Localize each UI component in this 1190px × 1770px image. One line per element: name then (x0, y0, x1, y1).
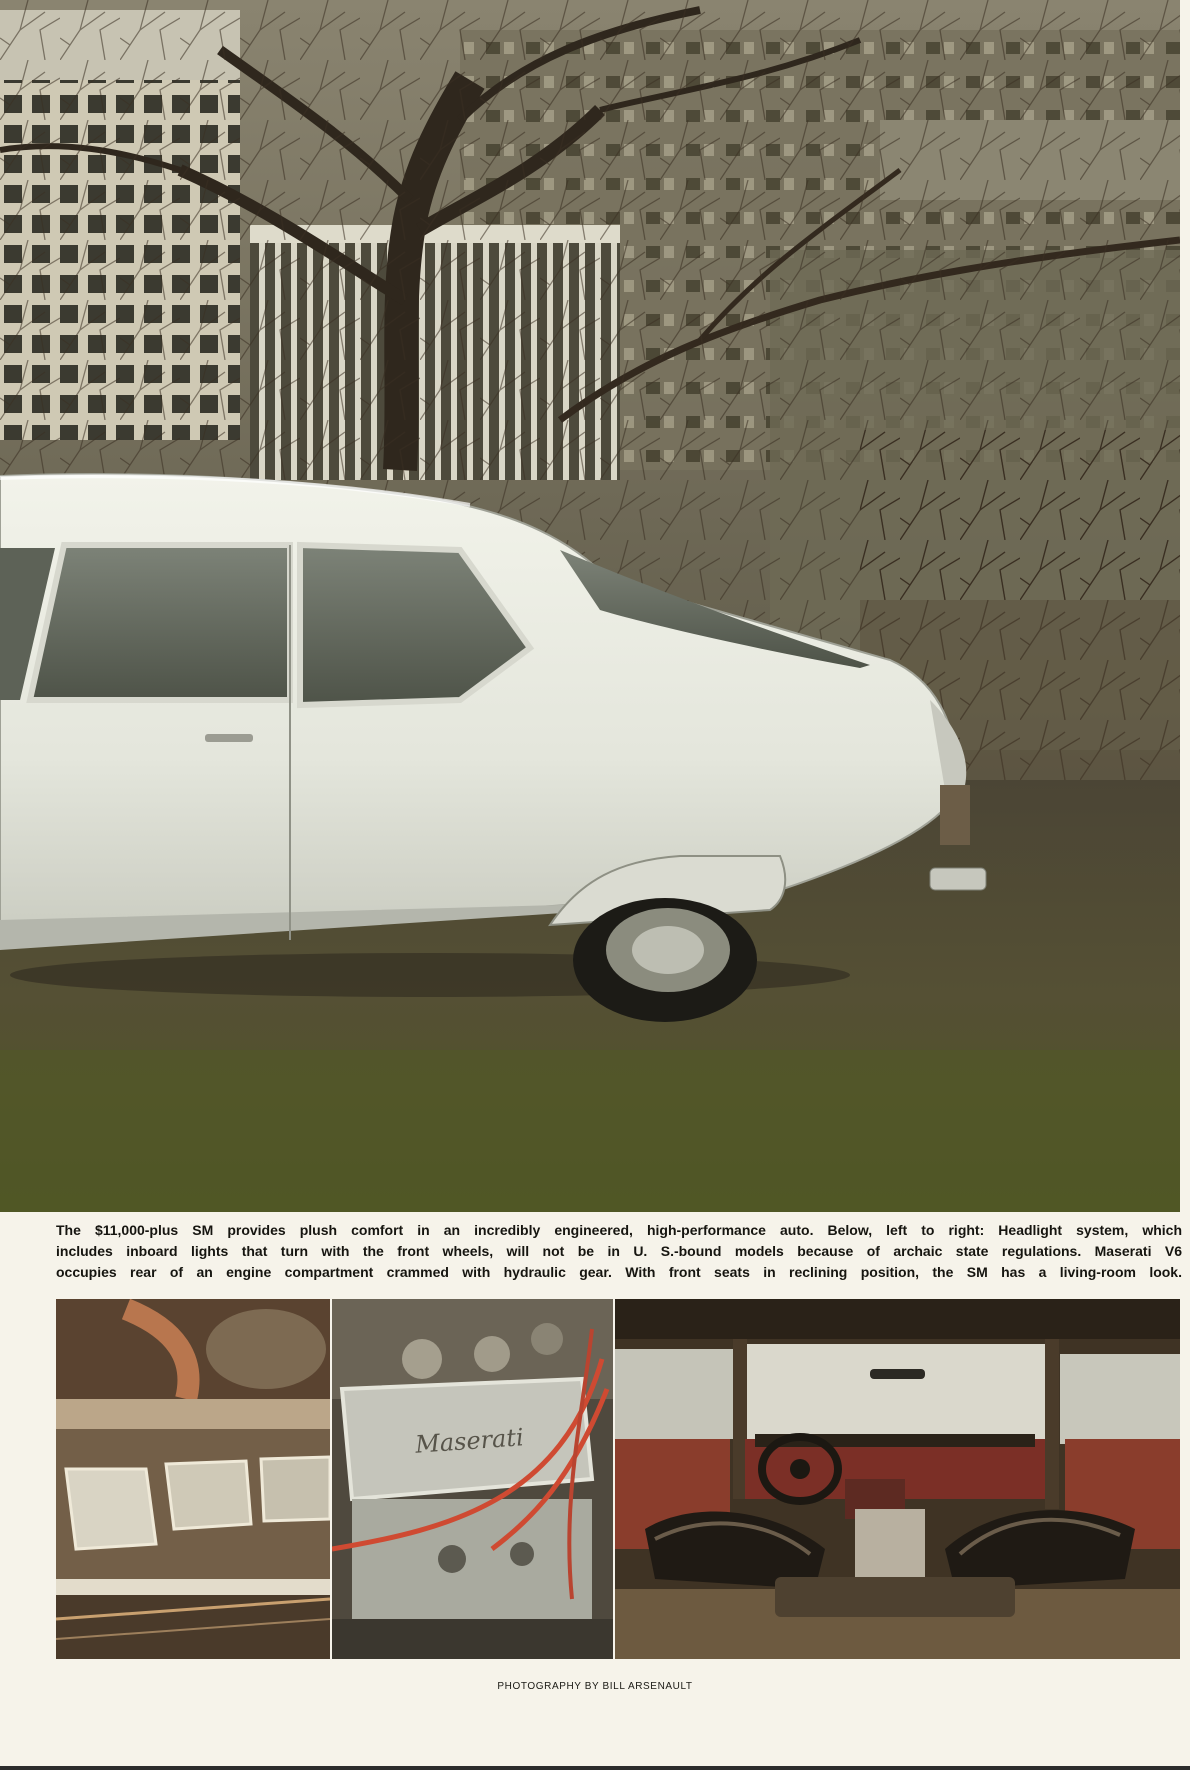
photo-headlight-system (56, 1299, 330, 1659)
photo-caption (56, 1220, 1182, 1283)
caption-line: includes inboard lights that turn with the front wheels, will not be in U. S.-bound models because of archaic state regulations. Maserati V6 (56, 1243, 1182, 1259)
photo-credit: PHOTOGRAPHY BY BILL ARSENAULT (497, 1681, 693, 1692)
interior-illustration (615, 1299, 1180, 1659)
caption-line: The $11,000-plus SM provides plush comfort in an incredibly engineered, high-performance auto. Below, left to right: Headlight system, which (56, 1222, 1182, 1238)
caption-line: occupies rear of an engine compartment crammed with hydraulic gear. With front seats in reclining position, the SM has a living-room look. (56, 1264, 1182, 1280)
maserati-script: Maserati (414, 1423, 525, 1459)
photo-living-room-interior (615, 1299, 1180, 1659)
photo-maserati-v6-engine (332, 1299, 613, 1659)
engine-illustration (332, 1299, 613, 1659)
headlight-illustration (56, 1299, 330, 1659)
scan-edge (0, 1766, 1190, 1770)
